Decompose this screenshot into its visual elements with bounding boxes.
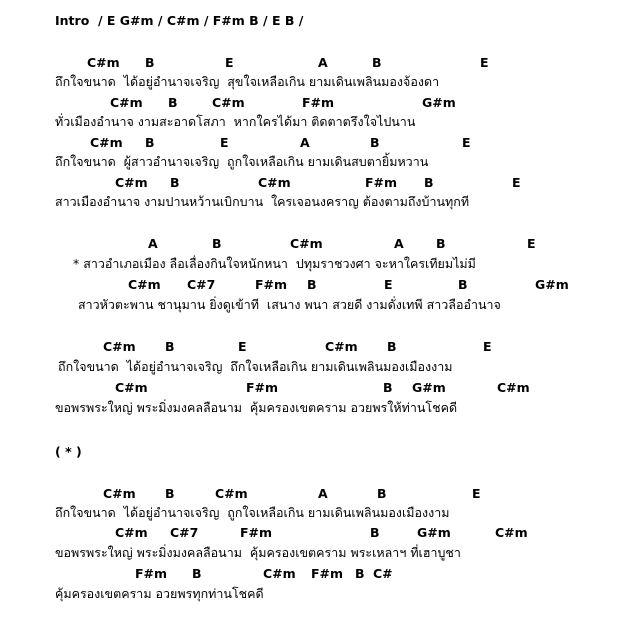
chord: C#m [495,525,528,540]
lyric-line: * สาวอำเภอเมือง ลือเลื่องกินใจหนักหนา ปทุมราชวงศา จะหาใครเทียมไม่มี [73,256,476,271]
chord: F#m [240,525,273,540]
chord: C#m [325,339,358,354]
chord: A [300,135,310,150]
chord: E [512,175,521,190]
chord: E [527,236,536,251]
intro-line: Intro / E G#m / C#m / F#m B / E B / [55,13,304,28]
chord: F#m [365,175,398,190]
chord: E [238,339,247,354]
chord: B [145,135,155,150]
chord: F#m [246,380,279,395]
chord: C#m [128,277,161,292]
chord: G#m [412,380,446,395]
chord: C#m [115,525,148,540]
chord: C#m [87,55,120,70]
lyric-line: ขอพรพระใหญ่ พระมิ่งมงคลลือนาม คุ้มครองเขตคราม พระเหลาฯ ที่เฮาบูชา [55,545,461,560]
lyric-line: ถึกใจขนาด ผู้สาวอำนาจเจริญ ถูกใจเหลือเกิน ยามเดินสบตายิ้มหวาน [55,154,429,169]
chord: B [377,486,387,501]
chord: B [212,236,222,251]
chord: B [170,175,180,190]
chord: C#m [110,95,143,110]
chord: B [165,486,175,501]
chord: B [165,339,175,354]
lyric-line: ถึกใจขนาด ได้อยู่อำนาจเจริญ ถึกใจเหลือเกิน ยามเดินเพลินมองเมืองงาม [58,359,453,374]
chord: E [384,277,393,292]
lyric-line: ถึกใจขนาด ได้อยู่อำนาจเจริญ สุขใจเหลือเกิน ยามเดินเพลินมองจ้องดา [55,74,440,89]
chord: B [424,175,434,190]
repeat-mark: ( * ) [55,444,82,459]
chord: E [462,135,471,150]
chord: B [387,339,397,354]
chord: E [472,486,481,501]
chord: C#m [90,135,123,150]
chord: B [192,566,202,581]
chord: F#m [311,566,344,581]
chord: B [372,55,382,70]
chord: C#m [115,380,148,395]
lyric-line: ทั่วเมืองอำนาจ งามสะอาดโสภา หากใครได้มา ติดตาตรึงใจไปนาน [55,114,416,129]
chord: C#m [103,339,136,354]
chord: C#7 [170,525,199,540]
lyric-line: ขอพรพระใหญ่ พระมิ่งมงคลลือนาม คุ้มครองเขตคราม อวยพรให้ท่านโชคดี [55,400,458,415]
chord: B [307,277,317,292]
chord: C#m [258,175,291,190]
chord: E [220,135,229,150]
chord: B [355,566,365,581]
chord: E [225,55,234,70]
chord: C#m [263,566,296,581]
chord: B [383,380,393,395]
lyric-line: คุ้มครองเขตคราม อวยพรทุกท่านโชคดี [55,586,264,601]
chord: A [148,236,158,251]
chord: C# [373,566,393,581]
chord: B [370,135,380,150]
chord: C#m [290,236,323,251]
chord: E [483,339,492,354]
chord: F#m [255,277,288,292]
chord: C#m [215,486,248,501]
chord: C#m [497,380,530,395]
chord: G#m [422,95,456,110]
lyric-line: สาวเมืองอำนาจ งามปานหว้านเบิกบาน ใครเจอนงคราญ ต้องตามถึงบ้านทุกที [55,194,470,209]
chord: E [480,55,489,70]
lyric-line: สาวหัวตะพาน ชานุมาน ยิ่งดูเข้าที เสนาง พนา สวยดี งามดั่งเทพี สาวลืออำนาจ [78,297,501,312]
chord: B [145,55,155,70]
chord: F#m [135,566,168,581]
chord: C#m [115,175,148,190]
chord: A [394,236,404,251]
chord: C#7 [187,277,216,292]
chord: G#m [535,277,569,292]
lyric-line: ถึกใจขนาด ได้อยู่อำนาจเจริญ ถูกใจเหลือเกิน ยามเดินเพลินมองเมืองงาม [55,505,450,520]
chord: B [458,277,468,292]
chord: C#m [212,95,245,110]
chord: B [436,236,446,251]
chord: G#m [417,525,451,540]
chord: F#m [302,95,335,110]
chord: A [318,486,328,501]
chord: C#m [103,486,136,501]
chord: A [318,55,328,70]
chord: B [168,95,178,110]
chord: B [370,525,380,540]
